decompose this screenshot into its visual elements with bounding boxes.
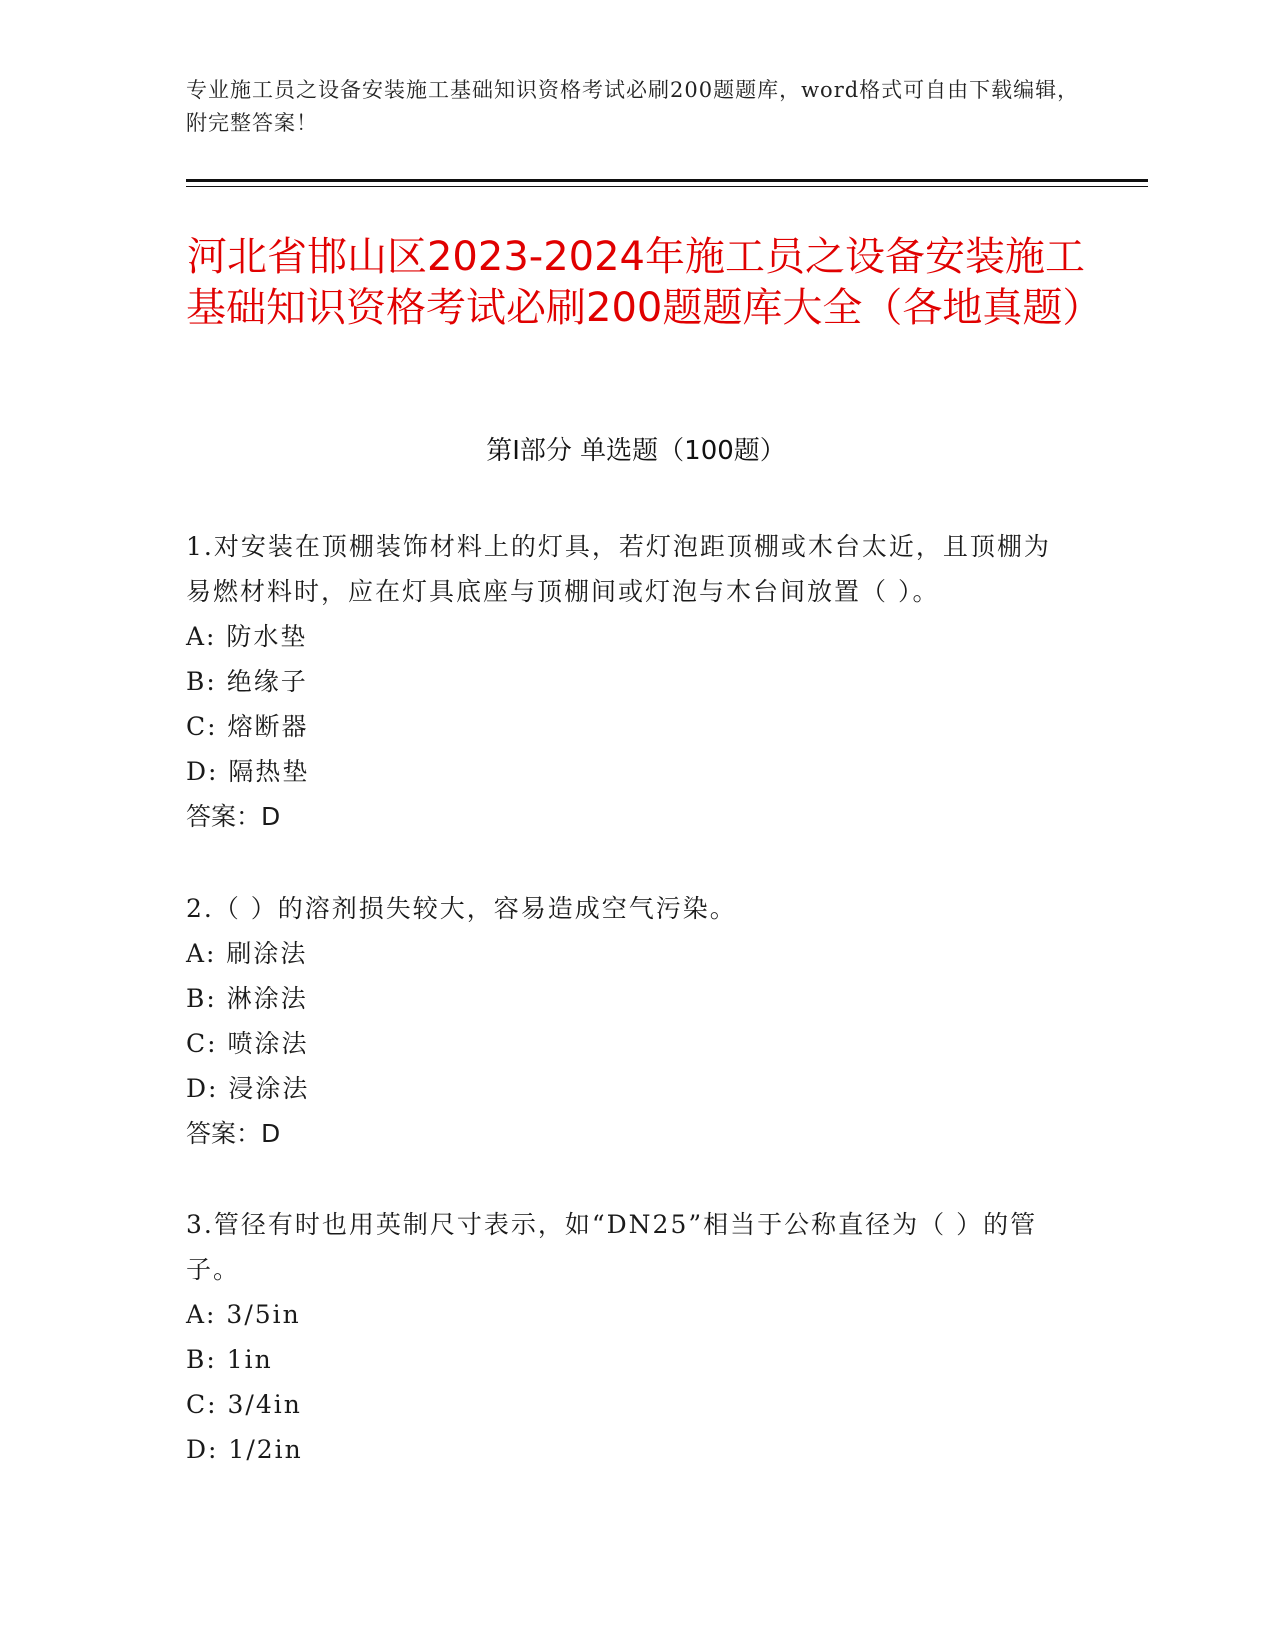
document-title: 河北省邯山区2023-2024年施工员之设备安装施工基础知识资格考试必刷200题题库大全（各地真题） <box>186 234 1103 331</box>
option-b: B: 淋涂法 <box>186 984 308 1013</box>
header-note: 专业施工员之设备安装施工基础知识资格考试必刷200题题库，word格式可自由下载编辑，附完整答案！ <box>186 78 1080 135</box>
option-b: B: 1in <box>186 1345 273 1374</box>
question-stem: 1.对安装在顶棚装饰材料上的灯具，若灯泡距顶棚或木台太近，且顶棚为易燃材料时，应在灯具底座与顶棚间或灯泡与木台间放置（ ）。 <box>186 532 1051 606</box>
option-d: D: 1/2in <box>186 1435 303 1464</box>
header-divider-thick <box>186 179 1148 182</box>
section-heading: 第I部分 单选题（100题） <box>486 436 786 466</box>
question-stem: 3.管径有时也用英制尺寸表示，如“DN25”相当于公称直径为（ ）的管子。 <box>186 1210 1038 1284</box>
option-a: A: 3/5in <box>186 1300 301 1329</box>
header-divider-thin <box>186 186 1148 187</box>
option-c: C: 熔断器 <box>186 712 309 741</box>
answer: 答案：D <box>186 1119 281 1148</box>
option-a: A: 刷涂法 <box>186 939 308 968</box>
option-b: B: 绝缘子 <box>186 667 308 696</box>
question-3 <box>186 1202 1076 1472</box>
question-stem: 2.（ ）的溶剂损失较大，容易造成空气污染。 <box>186 894 737 923</box>
option-a: A: 防水垫 <box>186 622 308 651</box>
option-c: C: 喷涂法 <box>186 1029 309 1058</box>
question-1 <box>186 524 1076 839</box>
question-2 <box>186 886 1076 1156</box>
option-d: D: 隔热垫 <box>186 757 310 786</box>
option-d: D: 浸涂法 <box>186 1074 310 1103</box>
answer: 答案：D <box>186 802 281 831</box>
option-c: C: 3/4in <box>186 1390 302 1419</box>
